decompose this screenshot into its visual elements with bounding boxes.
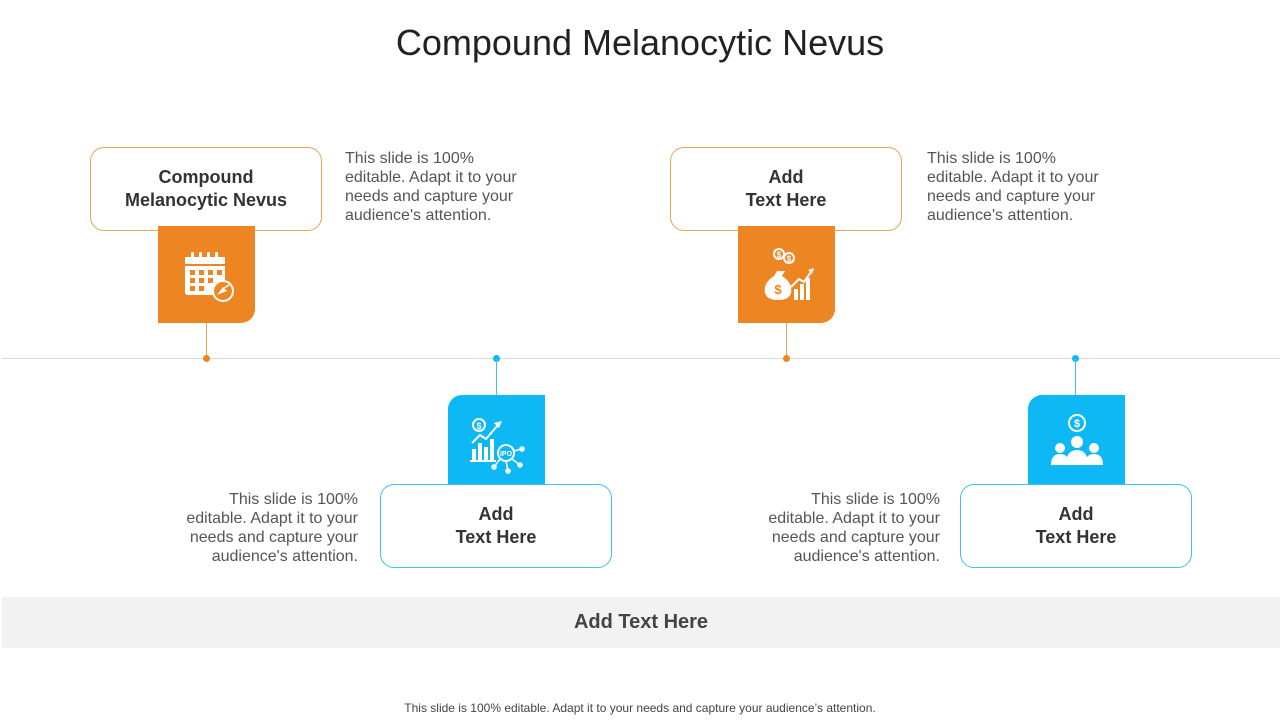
ipo-growth-chart-icon <box>466 413 528 475</box>
step-1-icon-tile <box>158 226 255 323</box>
bottom-summary-bar[interactable]: Add Text Here <box>2 597 1280 648</box>
svg-text:$: $ <box>1073 417 1080 430</box>
step-2-description: This slide is 100% editable. Adapt it to your needs and capture your audience's attention. <box>186 491 358 565</box>
svg-text:$: $ <box>776 250 781 259</box>
step-1-dot <box>203 355 210 362</box>
step-4-icon-tile <box>1028 395 1125 492</box>
step-2-connector <box>496 359 497 395</box>
money-bag-growth-icon <box>757 245 817 305</box>
investors-group-icon <box>1046 413 1108 475</box>
step-3-connector <box>786 323 787 359</box>
step-1-description: This slide is 100% editable. Adapt it to your needs and capture your audience's attention. <box>345 150 517 224</box>
step-1-label-box[interactable]: Compound Melanocytic Nevus <box>90 147 322 231</box>
page-title: Compound Melanocytic Nevus <box>395 22 885 63</box>
calendar-icon <box>177 245 237 305</box>
step-4-label-box[interactable]: Add Text Here <box>960 484 1192 568</box>
step-1-connector <box>206 323 207 359</box>
svg-text:$: $ <box>786 254 791 263</box>
svg-text:$: $ <box>773 281 782 297</box>
step-3-icon-tile <box>738 226 835 323</box>
step-3-label-box[interactable]: Add Text Here <box>670 147 902 231</box>
step-3-description: This slide is 100% editable. Adapt it to your needs and capture your audience's attention. <box>927 150 1099 224</box>
step-2-label-box[interactable]: Add Text Here <box>380 484 612 568</box>
svg-text:IPO: IPO <box>499 450 512 458</box>
svg-text:$: $ <box>475 420 482 431</box>
timeline-line <box>2 358 1280 359</box>
footer-note: This slide is 100% editable. Adapt it to your needs and capture your audience’s attention. <box>404 701 876 715</box>
step-4-description: This slide is 100% editable. Adapt it to your needs and capture your audience's attention. <box>768 491 940 565</box>
step-2-icon-tile <box>448 395 545 492</box>
step-4-connector <box>1075 359 1076 395</box>
step-3-dot <box>783 355 790 362</box>
